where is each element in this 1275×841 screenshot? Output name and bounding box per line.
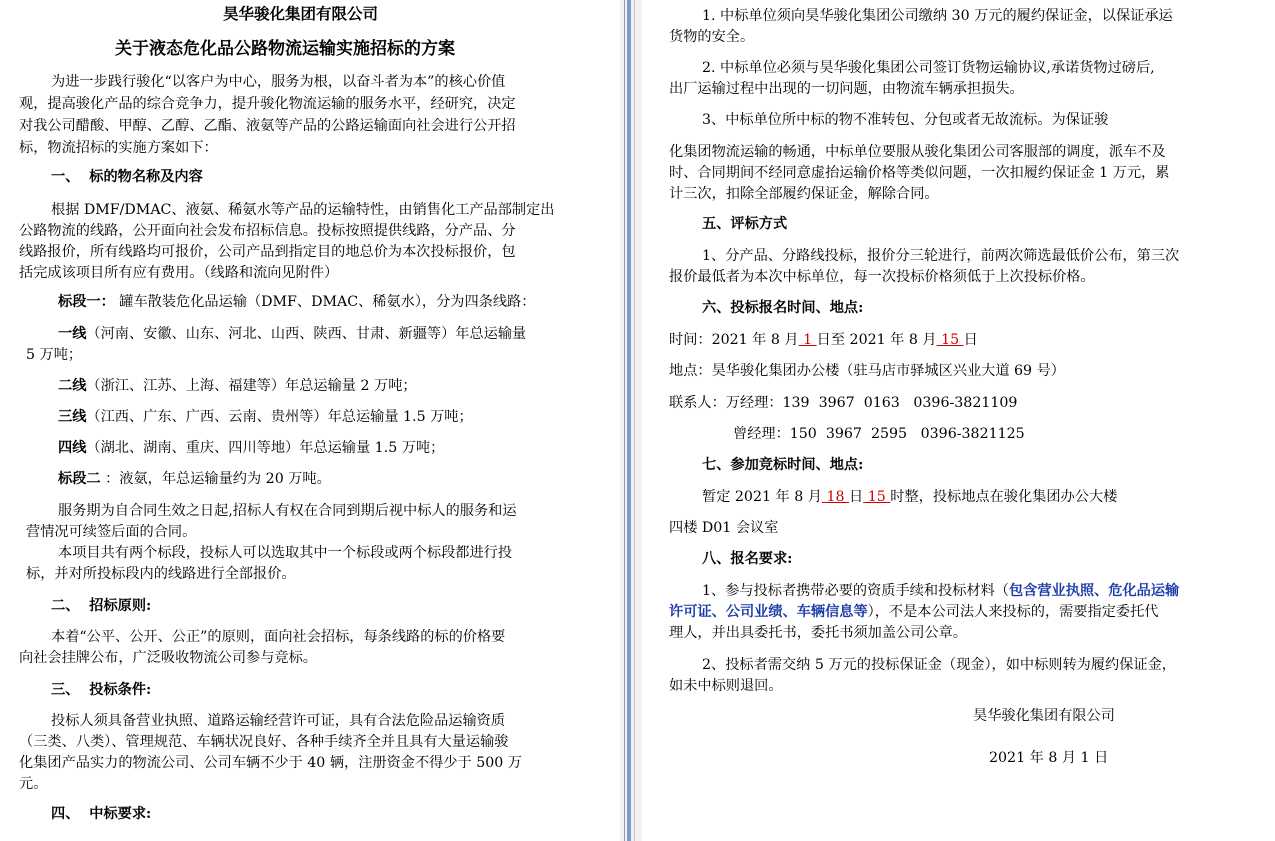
req-highlight: 包含营业执照、危化品运输 xyxy=(1008,583,1180,599)
section-1-title: 一、 标的物名称及内容 xyxy=(51,169,203,185)
divider-edge xyxy=(634,0,635,841)
contact-2: 曾经理：150 3967 2595 0396-3821125 xyxy=(733,426,1025,442)
route-line-2 xyxy=(58,376,417,396)
bid-text: 暂定 2021 年 8 月 xyxy=(702,489,822,505)
req-3-line: 化集团物流运输的畅通，中标单位要服从骏化集团公司客服部的调度，派车不及 xyxy=(669,144,1166,160)
service-line: 本项目共有两个标段，投标人可以选取其中一个标段或两个标段都进行投 xyxy=(58,545,513,561)
segment-2-text: ：液氨，年总运输量约为 20 万吨。 xyxy=(100,471,331,487)
section-8-title: 八、报名要求: xyxy=(702,551,793,567)
signature-date: 2021 年 8 月 1 日 xyxy=(989,750,1109,766)
req-1-line: 1. 中标单位须向昊华骏化集团公司缴纳 30 万元的履约保证金，以保证承运 xyxy=(702,8,1173,24)
req-2-line: 2. 中标单位必须与昊华骏化集团公司签订货物运输协议,承诺货物过磅后, xyxy=(702,60,1155,76)
route-line-2-label: 二线 xyxy=(58,378,87,394)
req-line: 理人，并出具委托书，委托书须加盖公司公章。 xyxy=(669,625,967,641)
s1-line: 线路报价，所有线路均可报价，公司产品到指定目的地总价为本次投标报价，包 xyxy=(19,244,516,260)
divider-edge xyxy=(624,0,625,841)
divider-bar xyxy=(627,0,631,841)
registration-place: 地点：昊华骏化集团办公楼（驻马店市驿城区兴业大道 69 号） xyxy=(669,363,1065,379)
s3-line: 元。 xyxy=(19,776,48,792)
intro-line: 观，提高骏化产品的综合竞争力，提升骏化物流运输的服务水平，经研究，决定 xyxy=(19,96,516,112)
req-1-line: 货物的安全。 xyxy=(669,29,755,45)
section-2-title: 二、 招标原则: xyxy=(51,598,152,614)
s2-line: 向社会挂牌公布，广泛吸收物流公司参与竞标。 xyxy=(19,650,317,666)
route-line-4-text: （湖北、湖南、重庆、四川等地）年总运输量 1.5 万吨； xyxy=(86,440,445,456)
s1-line: 根据 DMF/DMAC、液氨、稀氨水等产品的运输特性，由销售化工产品部制定出 xyxy=(51,202,555,218)
route-line-4-label: 四线 xyxy=(58,440,87,456)
req-2-line: 2、投标者需交纳 5 万元的投标保证金（现金），如中标则转为履约保证金， xyxy=(702,657,1176,673)
route-line-3-label: 三线 xyxy=(58,409,87,425)
s2-line: 本着“公平、公开、公正”的原则，面向社会招标，每条线路的标的价格要 xyxy=(51,629,506,645)
section-5-title: 五、评标方式 xyxy=(702,216,788,232)
time-end-day: 15 xyxy=(936,332,964,348)
s1-line: 括完成该项目所有应有费用。（线路和流向见附件） xyxy=(19,265,339,281)
page-divider xyxy=(620,0,642,841)
section-7-title: 七、参加竞标时间、地点: xyxy=(702,457,864,473)
registration-time xyxy=(669,330,978,350)
service-line: 标，并对所投标段内的线路进行全部报价。 xyxy=(26,566,296,582)
req-line xyxy=(669,602,1158,622)
s3-line: （三类、八类）、管理规范、车辆状况良好、各种手续齐全并且具有大量运输骏 xyxy=(19,734,509,750)
segment-2 xyxy=(58,469,331,489)
time-text: 日 xyxy=(963,332,978,348)
intro-line: 为进一步践行骏化“以客户为中心，服务为根，以奋斗者为本”的核心价值 xyxy=(51,74,506,90)
req-text: 1、参与投标者携带必要的资质手续和投标材料（ xyxy=(702,583,1009,599)
req-line xyxy=(702,581,1179,601)
s5-line: 报价最低者为本次中标单位，每一次投标价格须低于上次投标价格。 xyxy=(669,269,1095,285)
left-page xyxy=(0,0,620,841)
segment-1 xyxy=(58,292,535,312)
route-line-2-text: （浙江、江苏、上海、福建等）年总运输量 2 万吨； xyxy=(86,378,417,394)
segment-1-label: 标段一： xyxy=(58,294,115,310)
bid-day: 18 xyxy=(821,489,850,505)
req-highlight: 许可证、公司业绩、车辆信息等 xyxy=(669,604,868,620)
intro-line: 对我公司醋酸、甲醇、乙醇、乙酯、液氨等产品的公路运输面向社会进行公开招 xyxy=(19,118,516,134)
bid-text: 日 xyxy=(849,489,864,505)
req-2-line: 出厂运输过程中出现的一切问题，由物流车辆承担损失。 xyxy=(669,81,1024,97)
req-3-line: 时、合同期间不经同意虚抬运输价格等类似问题，一次扣履约保证金 1 万元，累 xyxy=(669,165,1170,181)
signature-company: 昊华骏化集团有限公司 xyxy=(973,708,1115,724)
intro-line: 标，物流招标的实施方案如下： xyxy=(19,140,218,156)
segment-1-text: 罐车散装危化品运输（DMF、DMAC、稀氨水），分为四条线路： xyxy=(114,294,536,310)
route-line-3-text: （江西、广东、广西、云南、贵州等）年总运输量 1.5 万吨； xyxy=(86,409,473,425)
segment-2-label: 标段二 xyxy=(58,471,101,487)
time-start-day: 1 xyxy=(798,332,817,348)
s1-line: 公路物流的线路，公开面向社会发布招标信息。投标按照提供线路，分产品、分 xyxy=(19,223,516,239)
s3-line: 投标人须具备营业执照、道路运输经营许可证，具有合法危险品运输资质 xyxy=(51,713,506,729)
route-line-1-label: 一线 xyxy=(58,326,87,342)
time-text: 时间：2021 年 8 月 xyxy=(669,332,799,348)
bid-hour: 15 xyxy=(863,489,891,505)
contact-1: 联系人：万经理：139 3967 0163 0396-3821109 xyxy=(669,395,1018,411)
req-text: ），不是本公司法人来投标的，需要指定委托代 xyxy=(867,604,1159,620)
req-2-line: 如未中标则退回。 xyxy=(669,678,783,694)
document-title: 关于液态危化品公路物流运输实施招标的方案 xyxy=(115,39,455,59)
time-text: 日至 2021 年 8 月 xyxy=(816,332,937,348)
s5-line: 1、分产品、分路线投标，报价分三轮进行，前两次筛选最低价公布，第三次 xyxy=(702,248,1180,264)
route-line-1-cont: 5 万吨； xyxy=(26,347,83,363)
section-3-title: 三、 投标条件: xyxy=(51,682,152,698)
route-line-3 xyxy=(58,407,473,427)
service-line: 服务期为自合同生效之日起,招标人有权在合同到期后视中标人的服务和运 xyxy=(58,503,517,519)
req-3-line: 计三次，扣除全部履约保证金，解除合同。 xyxy=(669,186,939,202)
right-page xyxy=(642,0,1275,841)
section-6-title: 六、投标报名时间、地点: xyxy=(702,300,864,316)
bid-time xyxy=(702,487,1117,507)
route-line-1 xyxy=(58,324,526,344)
s3-line: 化集团产品实力的物流公司、公司车辆不少于 40 辆，注册资金不得少于 500 万 xyxy=(19,755,522,771)
route-line-4 xyxy=(58,438,444,458)
company-header: 昊华骏化集团有限公司 xyxy=(223,4,379,23)
bid-place: 四楼 D01 会议室 xyxy=(669,520,779,536)
req-3-line: 3、中标单位所中标的物不准转包、分包或者无故流标。为保证骏 xyxy=(702,112,1109,128)
route-line-1-text: （河南、安徽、山东、河北、山西、陕西、甘肃、新疆等）年总运输量 xyxy=(86,326,527,342)
service-line: 营情况可续签后面的合同。 xyxy=(26,524,197,540)
section-4-title: 四、 中标要求: xyxy=(51,806,152,822)
bid-text: 时整，投标地点在骏化集团办公大楼 xyxy=(890,489,1118,505)
